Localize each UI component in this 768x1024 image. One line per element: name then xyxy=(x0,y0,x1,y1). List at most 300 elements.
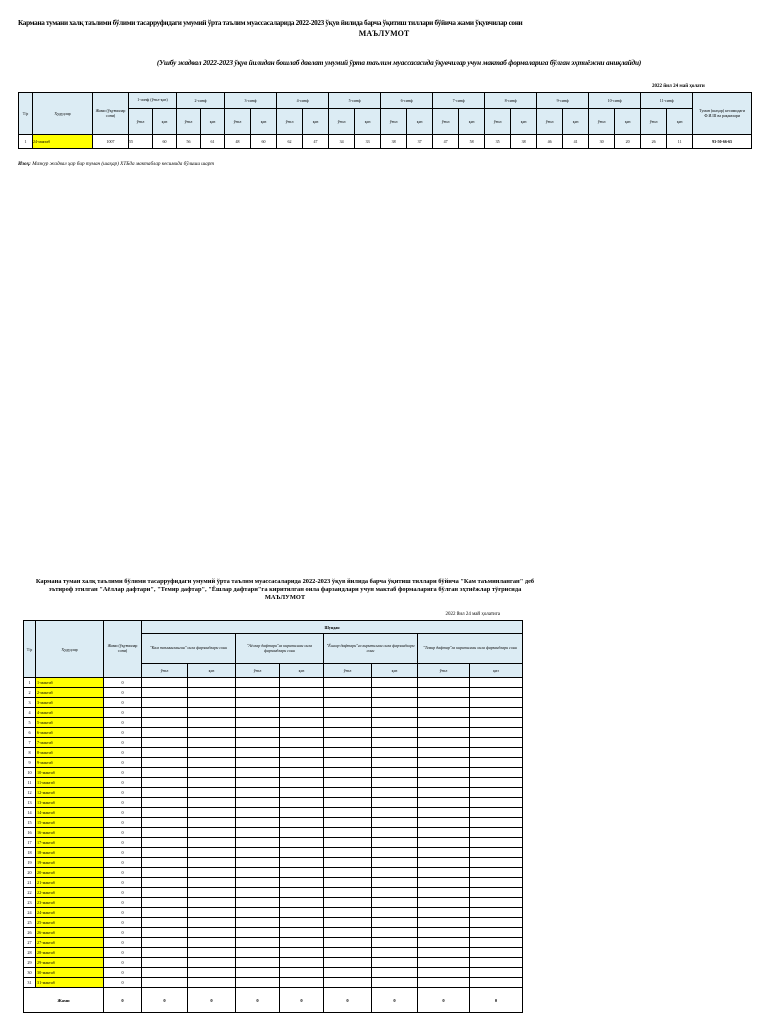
empty-cell xyxy=(188,968,236,978)
row-num: 9 xyxy=(24,758,36,768)
empty-cell xyxy=(470,958,523,968)
school-name: 14-мактаб xyxy=(36,808,104,818)
grade-count: 62 xyxy=(277,135,303,149)
empty-cell xyxy=(418,818,470,828)
grade-header: 6-синф xyxy=(381,93,433,109)
row-total: 0 xyxy=(104,678,142,688)
empty-cell xyxy=(324,928,372,938)
empty-cell xyxy=(142,688,188,698)
empty-cell xyxy=(236,788,280,798)
empty-cell xyxy=(324,888,372,898)
empty-cell xyxy=(418,738,470,748)
empty-cell xyxy=(324,788,372,798)
empty-cell xyxy=(236,808,280,818)
empty-cell xyxy=(142,918,188,928)
empty-cell xyxy=(236,728,280,738)
empty-cell xyxy=(188,758,236,768)
empty-cell xyxy=(324,858,372,868)
table-row xyxy=(24,938,523,948)
school-name: 27-мактаб xyxy=(36,938,104,948)
row-total: 0 xyxy=(104,948,142,958)
grade-count: 37 xyxy=(407,135,433,149)
sub-header-boy: ўғил xyxy=(641,109,667,135)
table-row xyxy=(24,758,523,768)
row-num: 27 xyxy=(24,938,36,948)
empty-cell xyxy=(142,898,188,908)
school-name: 21-мактаб xyxy=(36,878,104,888)
school-name: 10-мактаб xyxy=(36,768,104,778)
empty-cell xyxy=(470,898,523,908)
row-num: 19 xyxy=(24,858,36,868)
sub-header-girl: қиз xyxy=(407,109,433,135)
table-row xyxy=(24,898,523,908)
row-num: 29 xyxy=(24,958,36,968)
col-num-header: Т/р xyxy=(19,93,33,135)
uniform-needs-table xyxy=(23,620,523,1013)
row-total: 0 xyxy=(104,688,142,698)
empty-cell xyxy=(280,868,324,878)
empty-cell xyxy=(280,838,324,848)
empty-cell xyxy=(188,808,236,818)
grade-header: 3-синф xyxy=(225,93,277,109)
empty-cell xyxy=(372,748,418,758)
empty-cell xyxy=(188,868,236,878)
empty-cell xyxy=(188,708,236,718)
empty-cell xyxy=(142,778,188,788)
school-name: 9-мактаб xyxy=(36,758,104,768)
empty-cell xyxy=(470,978,523,988)
row-total: 0 xyxy=(104,708,142,718)
empty-cell xyxy=(236,798,280,808)
grade-header: 2-синф xyxy=(177,93,225,109)
youth-notebook-header: "Ёшлар дафтари"га киритилган оила фарзандлари сони xyxy=(324,634,418,664)
document-subtitle: (Ушбу жадвал 2022-2023 ўқув йилидан бошлаб давлат умумий ўрта таълим муассасасида ўқувчилар учун мактаб формаларига бўлган эҳтиёжни аниқлайди) xyxy=(156,58,642,67)
empty-cell xyxy=(236,768,280,778)
empty-cell xyxy=(236,678,280,688)
sub-header-girl: қиз xyxy=(563,109,589,135)
empty-cell xyxy=(470,938,523,948)
empty-cell xyxy=(372,868,418,878)
grade-count: 47 xyxy=(303,135,329,149)
total-value: 0 xyxy=(418,988,470,1013)
row-num: 28 xyxy=(24,948,36,958)
empty-cell xyxy=(324,748,372,758)
empty-cell xyxy=(418,728,470,738)
grade-count: 58 xyxy=(459,135,485,149)
empty-cell xyxy=(142,698,188,708)
table-row xyxy=(24,808,523,818)
report-date: 2022 йил 24 май ҳолати xyxy=(652,84,705,89)
empty-cell xyxy=(142,728,188,738)
grade-count: 60 xyxy=(251,135,277,149)
empty-cell xyxy=(236,778,280,788)
table-row xyxy=(24,698,523,708)
grade-header: 9-синф xyxy=(537,93,589,109)
table-row xyxy=(24,688,523,698)
empty-cell xyxy=(418,678,470,688)
row-total: 0 xyxy=(104,738,142,748)
table-row xyxy=(24,718,523,728)
empty-cell xyxy=(324,898,372,908)
empty-cell xyxy=(280,778,324,788)
row-num: 11 xyxy=(24,778,36,788)
grade-header: 1-синф (ўғил-қиз) xyxy=(129,93,177,109)
row-num: 16 xyxy=(24,828,36,838)
empty-cell xyxy=(470,698,523,708)
empty-cell xyxy=(470,778,523,788)
row-num: 4 xyxy=(24,708,36,718)
table-row xyxy=(24,868,523,878)
total-value: 0 xyxy=(280,988,324,1013)
empty-cell xyxy=(188,798,236,808)
empty-cell xyxy=(470,928,523,938)
school-name: 23-мактаб xyxy=(36,898,104,908)
empty-cell xyxy=(418,928,470,938)
empty-cell xyxy=(280,748,324,758)
empty-cell xyxy=(142,808,188,818)
empty-cell xyxy=(418,698,470,708)
table-note xyxy=(18,161,214,167)
empty-cell xyxy=(236,938,280,948)
grade-count: 47 xyxy=(433,135,459,149)
table-row xyxy=(24,728,523,738)
row-num: 10 xyxy=(24,768,36,778)
empty-cell xyxy=(324,978,372,988)
table-row xyxy=(24,798,523,808)
empty-cell xyxy=(188,838,236,848)
empty-cell xyxy=(324,848,372,858)
empty-cell xyxy=(324,768,372,778)
table-row xyxy=(24,748,523,758)
empty-cell xyxy=(372,728,418,738)
empty-cell xyxy=(372,828,418,838)
empty-cell xyxy=(236,738,280,748)
empty-cell xyxy=(324,908,372,918)
empty-cell xyxy=(470,858,523,868)
empty-cell xyxy=(280,818,324,828)
empty-cell xyxy=(142,828,188,838)
school-name: 25-мактаб xyxy=(36,918,104,928)
table-row xyxy=(19,135,752,149)
sub-header-girl: қиз xyxy=(511,109,537,135)
empty-cell xyxy=(418,808,470,818)
row-num: 17 xyxy=(24,838,36,848)
empty-cell xyxy=(418,918,470,928)
grade-count: 33 xyxy=(355,135,381,149)
empty-cell xyxy=(470,708,523,718)
empty-cell xyxy=(324,878,372,888)
empty-cell xyxy=(372,788,418,798)
empty-cell xyxy=(142,868,188,878)
table-row xyxy=(24,878,523,888)
row-num: 26 xyxy=(24,928,36,938)
empty-cell xyxy=(188,958,236,968)
empty-cell xyxy=(280,858,324,868)
table-row xyxy=(24,848,523,858)
grade-count: 61 xyxy=(201,135,225,149)
empty-cell xyxy=(236,948,280,958)
empty-cell xyxy=(418,708,470,718)
empty-cell xyxy=(188,878,236,888)
empty-cell xyxy=(188,768,236,778)
row-num: 13 xyxy=(24,798,36,808)
empty-cell xyxy=(372,698,418,708)
empty-cell xyxy=(470,818,523,828)
school-name: 11-мактаб xyxy=(36,778,104,788)
empty-cell xyxy=(372,778,418,788)
empty-cell xyxy=(372,888,418,898)
row-total: 0 xyxy=(104,858,142,868)
empty-cell xyxy=(324,818,372,828)
empty-cell xyxy=(372,878,418,888)
women-notebook-header: "Аёллар дафтари"га киритилган оила фарзандлари сони xyxy=(236,634,324,664)
sub-header-boy: ўғил xyxy=(324,664,372,678)
empty-cell xyxy=(324,798,372,808)
grade-count: 26 xyxy=(641,135,667,149)
school-name: 15-мактаб xyxy=(36,818,104,828)
school-name: 2-мактаб xyxy=(36,688,104,698)
empty-cell xyxy=(236,848,280,858)
sub-header-girl: қиз xyxy=(251,109,277,135)
empty-cell xyxy=(188,848,236,858)
empty-cell xyxy=(142,888,188,898)
empty-cell xyxy=(142,948,188,958)
row-total: 0 xyxy=(104,928,142,938)
empty-cell xyxy=(372,758,418,768)
empty-cell xyxy=(372,858,418,868)
empty-cell xyxy=(470,848,523,858)
row-num: 8 xyxy=(24,748,36,758)
empty-cell xyxy=(280,948,324,958)
empty-cell xyxy=(372,898,418,908)
grade-count: 55 xyxy=(129,135,153,149)
sub-header-boy: ўғил xyxy=(381,109,407,135)
empty-cell xyxy=(470,798,523,808)
sub-header-girl: қиз xyxy=(459,109,485,135)
empty-cell xyxy=(142,958,188,968)
grade-count: 35 xyxy=(485,135,511,149)
total-value: 0 xyxy=(372,988,418,1013)
sub-header-boy: ўғил xyxy=(537,109,563,135)
empty-cell xyxy=(418,878,470,888)
empty-cell xyxy=(280,888,324,898)
table-row xyxy=(24,968,523,978)
table-row xyxy=(24,678,523,688)
row-total: 0 xyxy=(104,788,142,798)
row-total: 0 xyxy=(104,878,142,888)
grade-count: 30 xyxy=(589,135,615,149)
school-name: 30-мактаб xyxy=(36,968,104,978)
empty-cell xyxy=(372,738,418,748)
school-name: 1-мактаб xyxy=(36,678,104,688)
empty-cell xyxy=(418,768,470,778)
empty-cell xyxy=(188,938,236,948)
empty-cell xyxy=(280,708,324,718)
empty-cell xyxy=(470,868,523,878)
empty-cell xyxy=(324,948,372,958)
empty-cell xyxy=(418,968,470,978)
empty-cell xyxy=(372,768,418,778)
col-total-header: Жами (ўқувчилар сони) xyxy=(93,93,129,135)
empty-cell xyxy=(418,718,470,728)
grade-header: 5-синф xyxy=(329,93,381,109)
grade-count: 46 xyxy=(537,135,563,149)
sub-header-girl: қиз xyxy=(153,109,177,135)
row-num: 5 xyxy=(24,718,36,728)
empty-cell xyxy=(280,718,324,728)
empty-cell xyxy=(470,748,523,758)
col-total-header: Жами (ўқувчилар сони) xyxy=(104,621,142,678)
empty-cell xyxy=(418,888,470,898)
empty-cell xyxy=(418,958,470,968)
row-total: 0 xyxy=(104,698,142,708)
empty-cell xyxy=(142,748,188,758)
table-row xyxy=(24,888,523,898)
empty-cell xyxy=(188,978,236,988)
empty-cell xyxy=(372,808,418,818)
note-label: Изоҳ: xyxy=(18,161,31,167)
grade-count: 34 xyxy=(329,135,355,149)
empty-cell xyxy=(188,818,236,828)
row-num: 18 xyxy=(24,848,36,858)
empty-cell xyxy=(280,878,324,888)
school-name: 24-мактаб xyxy=(36,908,104,918)
row-total: 0 xyxy=(104,898,142,908)
empty-cell xyxy=(418,838,470,848)
row-total: 1007 xyxy=(93,135,129,149)
empty-cell xyxy=(372,968,418,978)
empty-cell xyxy=(236,858,280,868)
sub-header-boy: ўғил xyxy=(225,109,251,135)
empty-cell xyxy=(280,928,324,938)
empty-cell xyxy=(236,968,280,978)
row-total: 0 xyxy=(104,938,142,948)
empty-cell xyxy=(280,758,324,768)
empty-cell xyxy=(188,728,236,738)
second-report-date: 2022 йил 24 май ҳолатига xyxy=(445,612,500,617)
contact-numbers: 93-50-66-65 xyxy=(693,135,752,149)
empty-cell xyxy=(324,868,372,878)
empty-cell xyxy=(470,948,523,958)
empty-cell xyxy=(470,788,523,798)
empty-cell xyxy=(324,918,372,928)
empty-cell xyxy=(236,698,280,708)
row-num: 1 xyxy=(24,678,36,688)
empty-cell xyxy=(470,688,523,698)
second-report-title-word: МАЪЛУМОТ xyxy=(264,594,306,602)
school-name: 12-мактаб xyxy=(36,788,104,798)
total-value: 0 xyxy=(470,988,523,1013)
grade-count: 60 xyxy=(153,135,177,149)
empty-cell xyxy=(236,748,280,758)
empty-cell xyxy=(418,798,470,808)
empty-cell xyxy=(418,938,470,948)
empty-cell xyxy=(372,678,418,688)
school-name: 24-мактаб xyxy=(33,135,93,149)
empty-cell xyxy=(142,738,188,748)
empty-cell xyxy=(470,878,523,888)
empty-cell xyxy=(142,968,188,978)
low-income-header: "Кам таъминланган" оила фарзандлари сони xyxy=(142,634,236,664)
empty-cell xyxy=(236,718,280,728)
table-row xyxy=(24,978,523,988)
empty-cell xyxy=(236,708,280,718)
empty-cell xyxy=(470,728,523,738)
empty-cell xyxy=(236,958,280,968)
empty-cell xyxy=(188,858,236,868)
empty-cell xyxy=(280,688,324,698)
school-name: 28-мактаб xyxy=(36,948,104,958)
table-row xyxy=(24,858,523,868)
empty-cell xyxy=(470,758,523,768)
table-row xyxy=(24,918,523,928)
grade-count: 38 xyxy=(381,135,407,149)
empty-cell xyxy=(188,948,236,958)
grade-header: 4-синф xyxy=(277,93,329,109)
row-num: 22 xyxy=(24,888,36,898)
empty-cell xyxy=(280,918,324,928)
empty-cell xyxy=(324,828,372,838)
empty-cell xyxy=(372,938,418,948)
school-name: 29-мактаб xyxy=(36,958,104,968)
empty-cell xyxy=(418,908,470,918)
school-name: 17-мактаб xyxy=(36,838,104,848)
col-num-header: Т/р xyxy=(24,621,36,678)
row-num: 25 xyxy=(24,918,36,928)
empty-cell xyxy=(142,938,188,948)
document-title-word: МАЪЛУМОТ xyxy=(358,29,410,38)
row-num: 2 xyxy=(24,688,36,698)
row-num: 23 xyxy=(24,898,36,908)
empty-cell xyxy=(418,748,470,758)
empty-cell xyxy=(188,778,236,788)
empty-cell xyxy=(280,808,324,818)
row-total: 0 xyxy=(104,848,142,858)
empty-cell xyxy=(142,768,188,778)
table-row xyxy=(24,838,523,848)
row-total: 0 xyxy=(104,828,142,838)
table-row xyxy=(24,768,523,778)
sub-header-girl: қиз xyxy=(470,664,523,678)
total-value: 0 xyxy=(236,988,280,1013)
table-row xyxy=(24,738,523,748)
sub-header-boy: ўғил xyxy=(433,109,459,135)
row-total: 0 xyxy=(104,818,142,828)
empty-cell xyxy=(324,938,372,948)
empty-cell xyxy=(470,718,523,728)
row-total: 0 xyxy=(104,808,142,818)
empty-cell xyxy=(418,828,470,838)
empty-cell xyxy=(280,768,324,778)
iron-notebook-header: "Темир дафтар"га киритилган оила фарзандлари сони xyxy=(418,634,523,664)
empty-cell xyxy=(372,798,418,808)
empty-cell xyxy=(280,788,324,798)
empty-cell xyxy=(418,978,470,988)
empty-cell xyxy=(188,788,236,798)
document-title: Кармана тумани халқ таълими бўлими тасарруфидаги умумий ўрта таълим муассасаларида 2022-2023 ўқув йилида барча ўқитиш тиллари бўйича жами ўқувчилар сони xyxy=(18,18,523,27)
students-by-grade-table xyxy=(18,92,752,149)
sub-header-girl: қиз xyxy=(615,109,641,135)
empty-cell xyxy=(280,938,324,948)
empty-cell xyxy=(236,818,280,828)
row-total: 0 xyxy=(104,798,142,808)
grade-count: 41 xyxy=(563,135,589,149)
empty-cell xyxy=(142,848,188,858)
grade-count: 11 xyxy=(667,135,693,149)
empty-cell xyxy=(280,728,324,738)
grade-header: 8-синф xyxy=(485,93,537,109)
school-name: 3-мактаб xyxy=(36,698,104,708)
